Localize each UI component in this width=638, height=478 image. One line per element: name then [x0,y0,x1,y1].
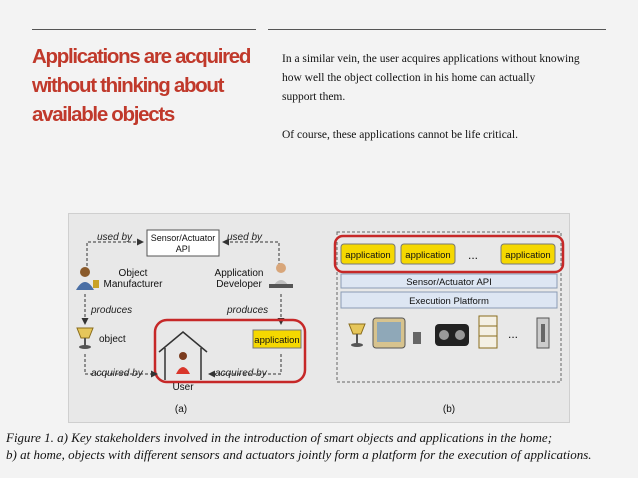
paragraph-1-line-1: In a similar vein, the user acquires applications without knowing [282,53,580,65]
body-text [282,50,622,145]
app-box-1-label: application [345,250,391,261]
figure-caption [6,429,636,463]
caption-line-1: Figure 1. a) Key stakeholders involved in the introduction of smart objects and applications in the home; [6,430,553,445]
body-rule [268,29,606,30]
apps-ellipsis: ... [467,248,479,262]
device-radio-icon [435,324,469,346]
device-phone-icon [413,332,421,344]
application-box-label: application [254,335,300,346]
platform-bar-label: Execution Platform [409,296,489,307]
user-label: User [172,382,194,393]
manufacturer-person-icon [76,267,99,290]
paragraph-1-line-3: support them. [282,91,346,103]
used-by-right-label: used by [227,232,263,243]
house-icon [159,332,207,380]
paragraph-2: Of course, these applications cannot be life critical. [282,129,518,141]
caption-line-2: b) at home, objects with different sensors and actuators jointly form a platform for the execution of applications. [6,447,592,462]
produces-right-label: produces [227,305,269,316]
slide-title [32,42,272,129]
figure [68,213,570,423]
manufacturer-label-1: Object [118,268,148,279]
devices-row [349,316,549,348]
panel-a-label: (a) [174,404,188,415]
manufacturer-label-2: Manufacturer [103,279,163,290]
acquired-right-label: acquired by [215,368,267,379]
used-by-left-label: used by [97,232,133,243]
device-fridge-icon [373,318,405,348]
developer-label-2: Developer [216,279,262,290]
app-box-3-label: application [505,250,551,261]
paragraph-1-line-2: how well the object collection in his home can actually [282,72,536,84]
lamp-icon [77,328,93,349]
produces-left-label: produces [91,305,133,316]
developer-to-api-arrow [223,242,279,266]
manufacturer-to-api-arrow [87,242,143,266]
figure-diagram [69,214,569,422]
title-line-2: without thinking about [32,74,224,97]
api-box-line-2: API [175,244,191,254]
acquired-left-label: acquired by [91,368,143,379]
object-label: object [99,334,126,345]
device-window-icon [479,316,497,348]
device-lamp-icon [349,324,365,347]
title-line-3: available objects [32,103,174,126]
device-thermostat-icon [537,318,549,348]
devices-ellipsis: ... [507,327,519,341]
api-bar-label: Sensor/Actuator API [406,277,492,288]
api-box-line-1: Sensor/Actuator [150,233,216,243]
title-rule [32,29,256,30]
title-line-1: Applications are acquired [32,45,251,68]
app-box-2-label: application [405,250,451,261]
developer-label-1: Application [214,268,264,279]
panel-b-label: (b) [442,404,456,415]
developer-person-icon [269,263,293,288]
